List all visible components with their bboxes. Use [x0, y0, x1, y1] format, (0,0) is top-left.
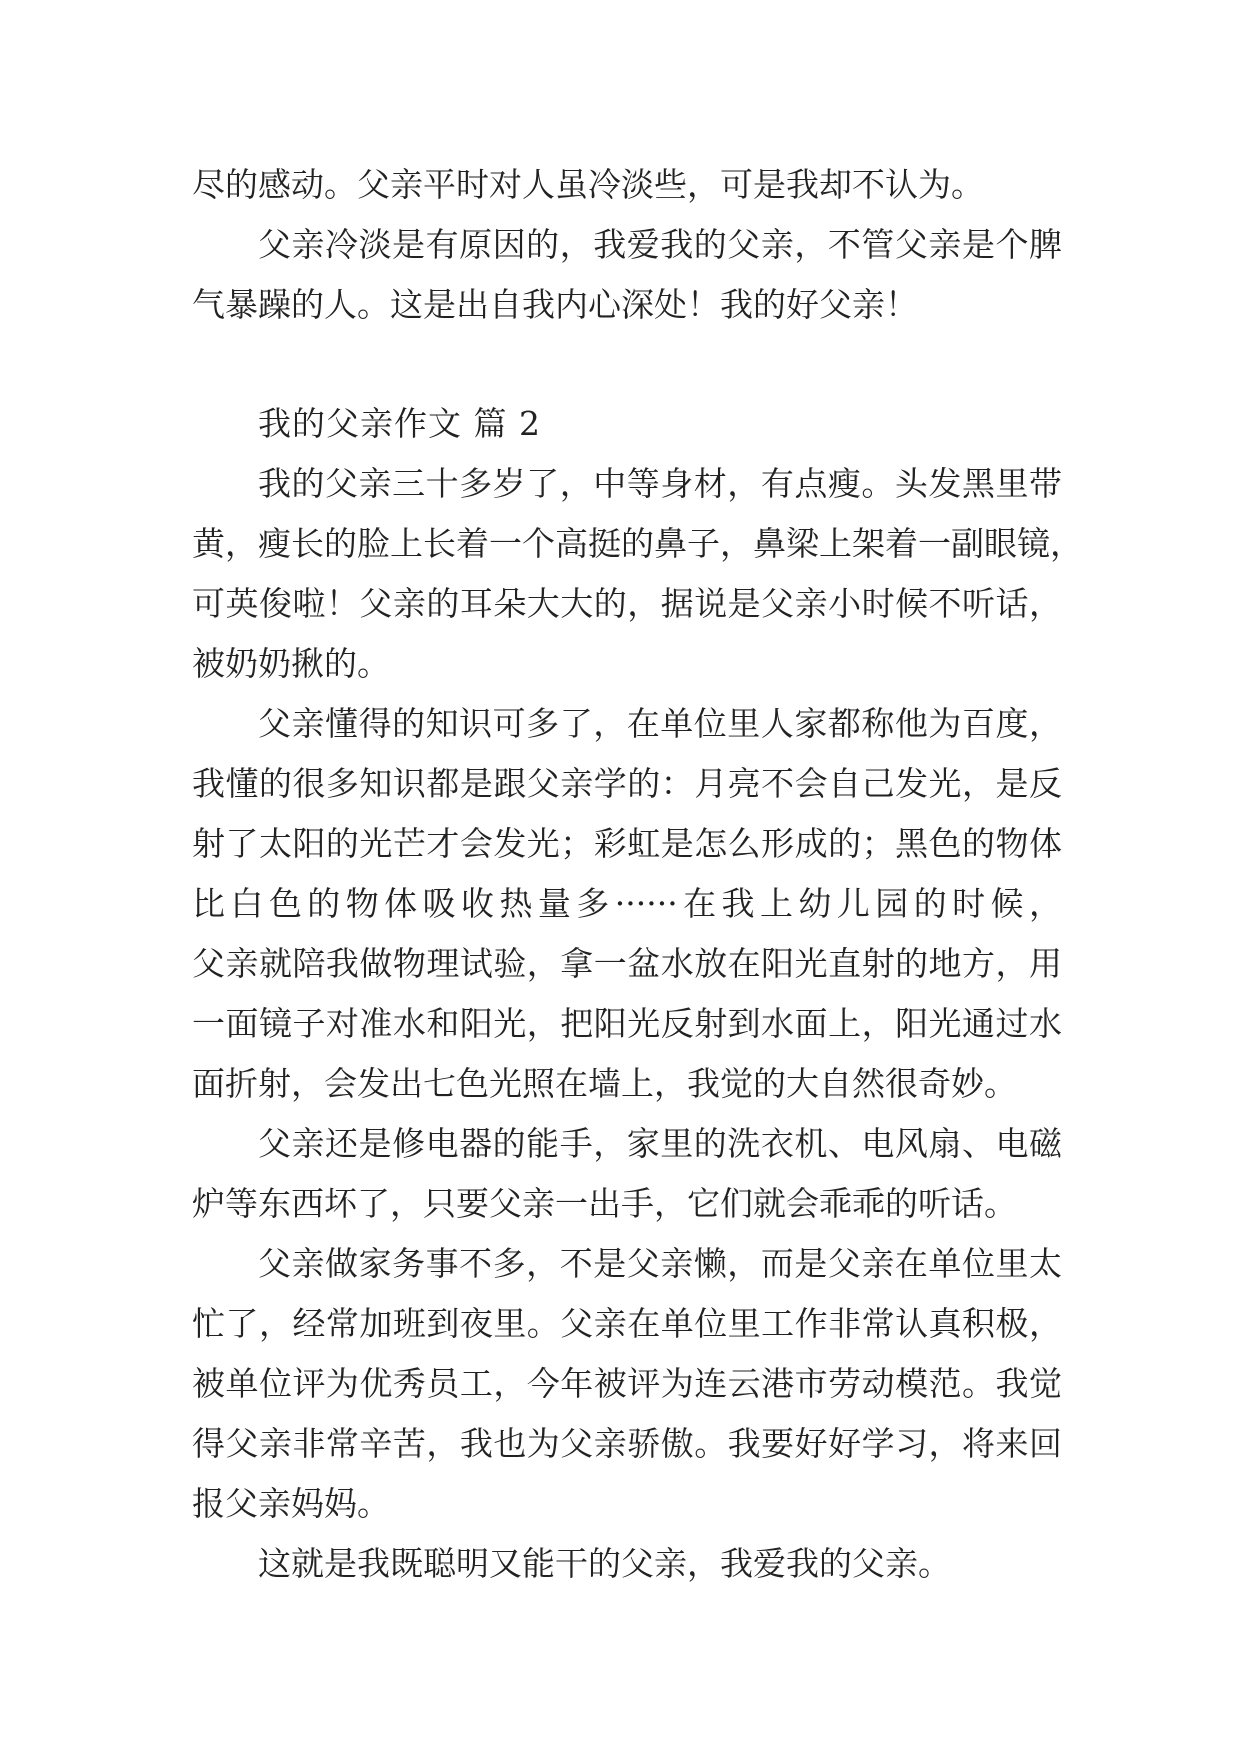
paragraph-line [0, 514, 1241, 574]
paragraph-line [0, 1474, 1241, 1534]
paragraph-line [0, 1534, 1241, 1594]
paragraph-line [0, 934, 1241, 994]
line-text: 我懂的很多知识都是跟父亲学的：月亮不会自己发光，是反 [192, 764, 1062, 803]
heading-text: 我的父亲作文 篇 2 [258, 404, 541, 443]
line-text: 父亲冷淡是有原因的，我爱我的父亲，不管父亲是个脾 [258, 225, 1062, 264]
line-text: 得父亲非常辛苦，我也为父亲骄傲。我要好好学习，将来回 [192, 1424, 1062, 1463]
line-text: 父亲就陪我做物理试验，拿一盆水放在阳光直射的地方，用 [192, 944, 1062, 983]
line-text: 这就是我既聪明又能干的父亲，我爱我的父亲。 [258, 1544, 951, 1583]
line-text: 炉等东西坏了，只要父亲一出手，它们就会乖乖的听话。 [192, 1184, 1017, 1223]
paragraph-line [0, 814, 1241, 874]
paragraph-line [0, 1054, 1241, 1114]
paragraph-line [0, 754, 1241, 814]
line-text: 我的父亲三十多岁了，中等身材，有点瘦。头发黑里带 [258, 464, 1062, 503]
paragraph-line [0, 1114, 1241, 1174]
paragraph-line [0, 215, 1241, 275]
line-text: 尽的感动。父亲平时对人虽冷淡些，可是我却不认为。 [192, 165, 984, 204]
paragraph-line [0, 1234, 1241, 1294]
line-text: 射了太阳的光芒才会发光；彩虹是怎么形成的；黑色的物体 [192, 824, 1062, 863]
line-text: 父亲还是修电器的能手，家里的洗衣机、电风扇、电磁 [258, 1124, 1062, 1163]
paragraph-line [0, 1354, 1241, 1414]
line-text: 一面镜子对准水和阳光，把阳光反射到水面上，阳光通过水 [192, 1004, 1062, 1043]
line-text: 父亲懂得的知识可多了，在单位里人家都称他为百度， [258, 704, 1062, 743]
paragraph-line [0, 454, 1241, 514]
line-text: 比白色的物体吸收热量多······在我上幼儿园的时候， [192, 884, 1062, 923]
line-text: 被奶奶揪的。 [192, 644, 390, 683]
line-text: 面折射，会发出七色光照在墙上，我觉的大自然很奇妙。 [192, 1064, 1017, 1103]
section-heading [0, 394, 1241, 454]
line-text: 忙了，经常加班到夜里。父亲在单位里工作非常认真积极， [192, 1304, 1062, 1343]
paragraph-line [0, 574, 1241, 634]
paragraph-line [0, 1174, 1241, 1234]
line-text: 可英俊啦！父亲的耳朵大大的，据说是父亲小时候不听话， [192, 584, 1062, 623]
paragraph-line [0, 1414, 1241, 1474]
paragraph-line [0, 275, 1241, 335]
line-text: 被单位评为优秀员工，今年被评为连云港市劳动模范。我觉 [192, 1364, 1062, 1403]
line-text: 报父亲妈妈。 [192, 1484, 390, 1523]
line-text: 气暴躁的人。这是出自我内心深处！我的好父亲！ [192, 285, 918, 324]
paragraph-line [0, 874, 1241, 934]
line-text: 父亲做家务事不多，不是父亲懒，而是父亲在单位里太 [258, 1244, 1062, 1283]
paragraph-line [0, 155, 1241, 215]
paragraph-line [0, 694, 1241, 754]
line-text: 黄，瘦长的脸上长着一个高挺的鼻子，鼻梁上架着一副眼镜， [192, 524, 1083, 563]
paragraph-line [0, 1294, 1241, 1354]
paragraph-line [0, 994, 1241, 1054]
paragraph-line [0, 634, 1241, 694]
